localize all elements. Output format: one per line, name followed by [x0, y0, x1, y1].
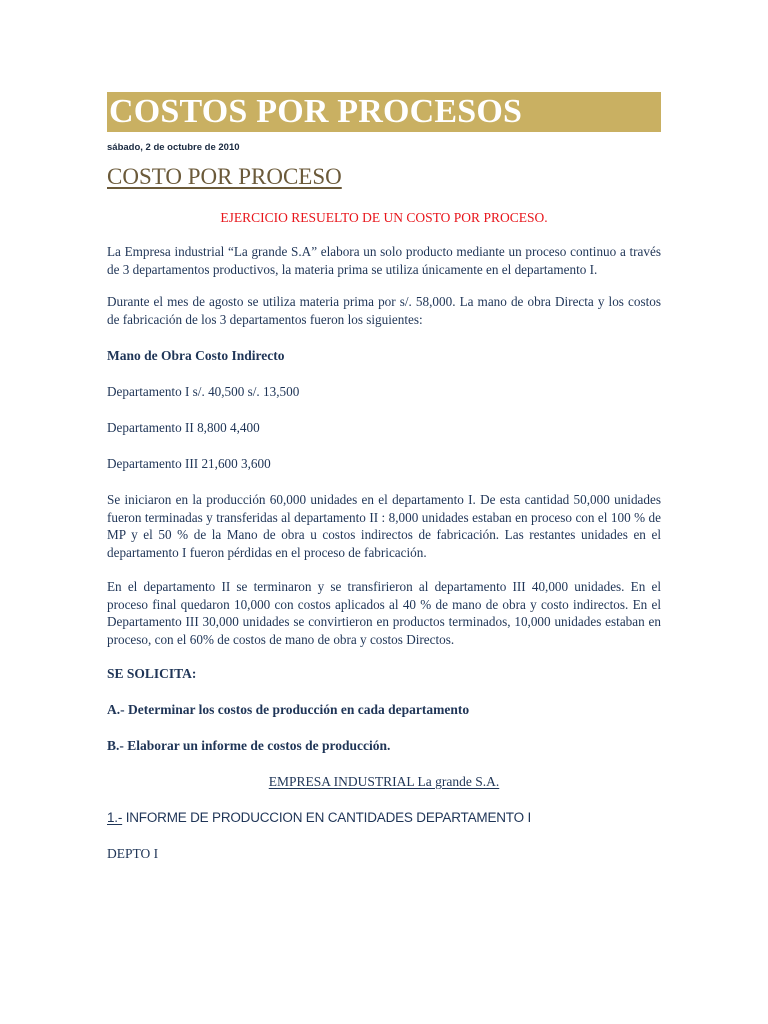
- dept-row-3: Departamento III 21,600 3,600: [107, 456, 271, 471]
- report-heading: [107, 809, 661, 827]
- company-heading: EMPRESA INDUSTRIAL La grande S.A.: [268, 774, 500, 789]
- paragraph-department-ii: En el departamento II se terminaron y se transfirieron al departamento III 40,000 unidades. En el proceso final quedaron 10,000 con costos aplicados al 40 % de mano de obra y costo indirectos. En el Departamento III 30,000 unidades se convirtieron en productos terminados, 10,000 unidades estaban en proceso, con el 60% de costos de mano de obra y costos Directos.: [107, 579, 661, 647]
- blog-header-banner: [107, 92, 661, 132]
- requirement-b: B.- Elaborar un informe de costos de producción.: [107, 738, 391, 753]
- dept-row-2: Departamento II 8,800 4,400: [107, 420, 260, 435]
- exercise-heading: EJERCICIO RESUELTO DE UN COSTO POR PROCESO.: [220, 210, 548, 225]
- requirement-a: A.- Determinar los costos de producción en cada departamento: [107, 702, 470, 717]
- dept-row-1: Departamento I s/. 40,500 s/. 13,500: [107, 384, 300, 399]
- paragraph-production: Se iniciaron en la producción 60,000 unidades en el departamento I. De esta cantidad 50,000 unidades fueron terminadas y transferidas al departamento II : 8,000 unidades estaban en proceso con el 100 % de MP y el 50 % de la Mano de obra u costos indirectos de fabricación. Las restantes unidades en el departamento I fueron pérdidas en el proceso de fabricación.: [107, 492, 661, 560]
- report-number: 1.-: [107, 810, 123, 825]
- depto-label: DEPTO I: [107, 846, 159, 861]
- cost-table-heading: Mano de Obra Costo Indirecto: [107, 348, 285, 363]
- solicita-heading: SE SOLICITA:: [107, 666, 197, 681]
- blog-title[interactable]: COSTOS POR PROCESOS: [109, 93, 523, 130]
- post-date: sábado, 2 de octubre de 2010: [107, 142, 240, 153]
- paragraph-materials: Durante el mes de agosto se utiliza materia prima por s/. 58,000. La mano de obra Directa y los costos de fabricación de los 3 departamentos fueron los siguientes:: [107, 294, 661, 327]
- post-title[interactable]: COSTO POR PROCESO: [107, 164, 342, 189]
- paragraph-intro: La Empresa industrial “La grande S.A” elabora un solo producto mediante un proceso continuo a través de 3 departamentos productivos, la materia prima se utiliza únicamente en el departamento I.: [107, 244, 661, 277]
- document-page: [107, 92, 661, 863]
- report-title: INFORME DE PRODUCCION EN CANTIDADES DEPARTAMENTO I: [122, 810, 531, 825]
